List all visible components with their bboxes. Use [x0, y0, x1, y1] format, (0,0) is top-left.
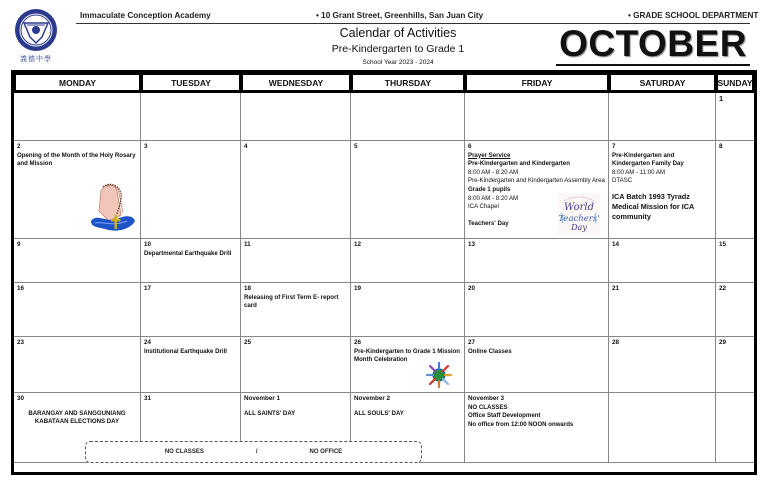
day-cell-oct-11: [241, 239, 351, 283]
banner-no-office: NO OFFICE: [309, 449, 343, 455]
day-cell-oct-26: [351, 337, 465, 393]
event-text: NO CLASSES: [468, 403, 508, 411]
day-number: 5: [354, 143, 358, 150]
world-teachers-day-icon: [558, 193, 600, 235]
weekday-header-tuesday: TUESDAY: [141, 73, 241, 93]
day-cell-oct-8: [716, 141, 754, 239]
day-number: 18: [244, 285, 252, 292]
day-number: 2: [17, 143, 21, 150]
calendar-grid: [14, 73, 754, 472]
day-number: 8: [719, 143, 723, 150]
day-number: 12: [354, 241, 362, 248]
event-location: ICA Chapel: [468, 203, 499, 211]
weekday-header-monday: MONDAY: [14, 73, 141, 93]
weekday-header-friday: FRIDAY: [465, 73, 609, 93]
day-cell-oct-23: [14, 337, 141, 393]
mission-globe-children-icon: [425, 361, 453, 389]
event-text: Departmental Earthquake Drill: [144, 249, 232, 257]
day-cell: [141, 93, 241, 141]
event-group: Pre-Kindergarten and Kindergarten: [468, 160, 570, 168]
event-text: Pre-Kindergarten to Grade 1 Mission Month Celebration: [354, 347, 460, 364]
day-cell-oct-5: [351, 141, 465, 239]
day-number: 9: [17, 241, 21, 248]
svg-text:Day: Day: [571, 223, 587, 232]
day-number: November 2: [354, 395, 391, 402]
day-cell-oct-22: [716, 283, 754, 337]
day-cell-oct-9: [14, 239, 141, 283]
day-cell: [716, 393, 754, 463]
school-address: • 10 Grant Street, Greenhills, San Juan City: [316, 11, 484, 20]
event-text: Online Classes: [468, 347, 512, 355]
day-cell-oct-14: [609, 239, 716, 283]
day-number: 29: [719, 339, 727, 346]
calendar-title: Calendar of Activities: [339, 26, 457, 40]
day-cell-oct-27: [465, 337, 609, 393]
day-cell-oct-16: [14, 283, 141, 337]
event-text: Opening of the Month of the Holy Rosary and Mission: [17, 151, 136, 168]
day-number: 1: [719, 94, 724, 103]
day-cell: [241, 93, 351, 141]
day-cell: [351, 93, 465, 141]
day-number: 26: [354, 339, 362, 346]
school-logo-icon: [14, 8, 58, 52]
day-number: 6: [468, 143, 472, 150]
day-cell: [609, 393, 716, 463]
day-number: 28: [612, 339, 620, 346]
day-cell-oct-10: [141, 239, 241, 283]
event-heading: Prayer Service: [468, 151, 511, 159]
day-number: 22: [719, 285, 727, 292]
event-location: DTASC: [612, 177, 633, 185]
praying-hands-rosary-icon: [87, 181, 137, 235]
day-number: November 1: [244, 395, 281, 402]
event-location: Pre-Kindergarten and Kindergarten Assembly Area: [468, 177, 605, 185]
day-cell-oct-12: [351, 239, 465, 283]
calendar-subtitle: Pre-Kindergarten to Grade 1: [331, 43, 465, 55]
event-text: Teachers' Day: [468, 219, 509, 227]
banner-no-classes: NO CLASSES: [164, 449, 204, 455]
day-number: 16: [17, 285, 25, 292]
day-number: 10: [144, 241, 152, 248]
day-number: 21: [612, 285, 620, 292]
day-number: 7: [612, 143, 616, 150]
school-year: School Year 2023 - 2024: [362, 59, 434, 66]
svg-text:World: World: [564, 202, 594, 213]
day-number: 31: [144, 395, 152, 402]
day-number: 15: [719, 241, 727, 248]
day-number: 27: [468, 339, 476, 346]
event-text: Office Staff Development: [468, 412, 541, 420]
day-number: 13: [468, 241, 476, 248]
school-name: Immaculate Conception Academy: [80, 11, 211, 20]
day-number: 24: [144, 339, 152, 346]
no-classes-no-office-banner: [85, 441, 422, 463]
day-cell-oct-19: [351, 283, 465, 337]
weekday-header-sunday: SUNDAY: [716, 73, 754, 93]
day-cell-oct-24: [141, 337, 241, 393]
day-number: 17: [144, 285, 152, 292]
day-cell-nov-3: [465, 393, 609, 463]
day-number: 4: [244, 143, 248, 150]
event-text: Pre-Kindergarten and Kindergarten Family Day: [612, 151, 684, 168]
day-cell-oct-28: [609, 337, 716, 393]
day-cell: [14, 93, 141, 141]
day-cell-oct-6: [465, 141, 609, 239]
day-cell: [465, 93, 609, 141]
banner-separator: /: [255, 449, 258, 455]
day-cell-oct-3: [141, 141, 241, 239]
weekday-header-thursday: THURSDAY: [351, 73, 465, 93]
day-number: 30: [17, 395, 25, 402]
day-number: 25: [244, 339, 252, 346]
weekday-header-saturday: SATURDAY: [609, 73, 716, 93]
day-cell-oct-15: [716, 239, 754, 283]
day-number: 19: [354, 285, 362, 292]
month-underline: [556, 64, 750, 66]
day-cell-oct-18: [241, 283, 351, 337]
day-number: 20: [468, 285, 476, 292]
day-cell-oct-21: [609, 283, 716, 337]
month-title: OCTOBER: [559, 23, 747, 64]
event-text: Releasing of First Term E- report card: [244, 293, 339, 310]
day-cell-oct-4: [241, 141, 351, 239]
day-cell-oct-20: [465, 283, 609, 337]
event-text: ALL SAINTS' DAY: [244, 409, 296, 417]
event-time: 8:00 AM - 8:20 AM: [468, 194, 519, 202]
day-cell: [609, 93, 716, 141]
event-text: No office from 12:00 NOON onwards: [468, 420, 574, 428]
day-number: 11: [244, 241, 251, 248]
day-cell-oct-29: [716, 337, 754, 393]
day-cell-oct-7: [609, 141, 716, 239]
day-number: 23: [17, 339, 25, 346]
department-name: • GRADE SCHOOL DEPARTMENT: [628, 11, 759, 20]
event-text: BARANGAY AND SANGGUNIANG KABATAAN ELECTIONS DAY: [28, 409, 126, 426]
event-text: ICA Batch 1993 Tyradz Medical Mission for ICA community: [612, 191, 695, 221]
calendar-frame: [11, 70, 757, 475]
logo-chinese-text: 義德中學: [20, 55, 52, 63]
day-cell-oct-17: [141, 283, 241, 337]
event-text: Institutional Earthquake Drill: [144, 347, 227, 355]
day-cell-oct-1: [716, 93, 754, 141]
event-time: 8:00 AM - 11:00 AM: [612, 168, 666, 176]
day-cell-oct-13: [465, 239, 609, 283]
weekday-header-wednesday: WEDNESDAY: [241, 73, 351, 93]
event-time: 8:00 AM - 8:20 AM: [468, 168, 519, 176]
day-cell-oct-2: [14, 141, 141, 239]
day-number: November 3: [468, 395, 505, 402]
day-number: 3: [144, 143, 148, 150]
day-number: 14: [612, 241, 620, 248]
day-cell-oct-25: [241, 337, 351, 393]
event-text: ALL SOULS' DAY: [354, 409, 404, 417]
event-group: Grade 1 pupils: [468, 185, 511, 193]
svg-text:Teachers': Teachers': [558, 214, 600, 224]
